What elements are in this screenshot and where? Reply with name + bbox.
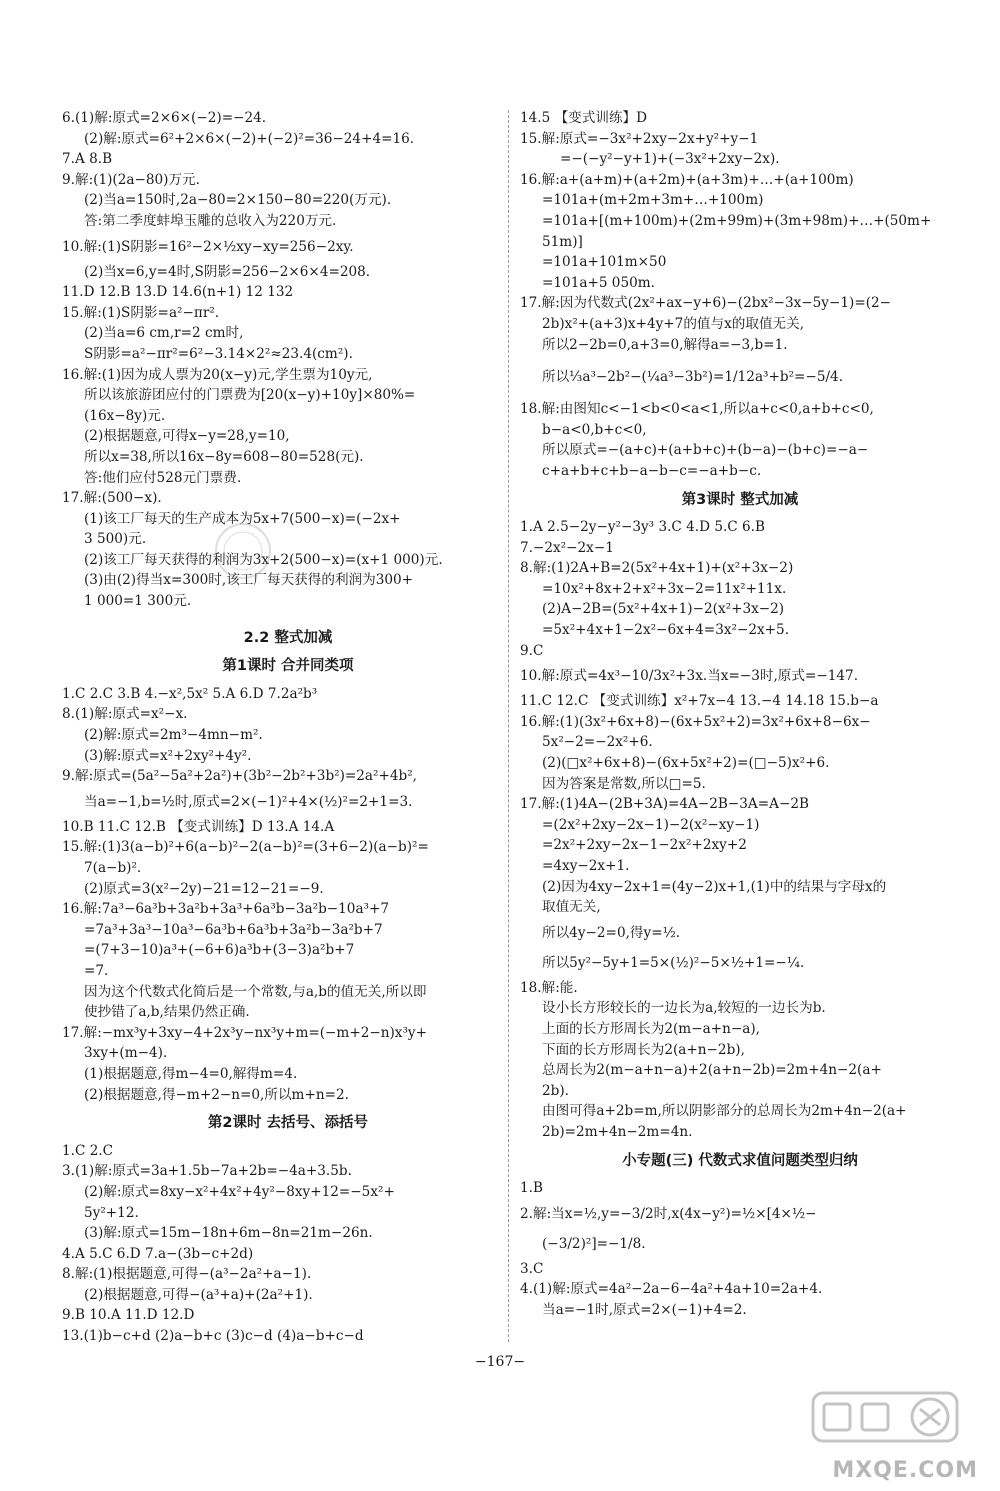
answer-line: 9.C [520, 642, 544, 659]
answer-line: 14.5 【变式训练】D [520, 110, 648, 126]
answer-line: 16.解:(1)(3x²+6x+8)−(6x+5x²+2)=3x²+6x+8−6x− [520, 713, 871, 730]
answer-line: 所以4y−2=0,得y=½. [542, 924, 681, 941]
answer-line: 1.C 2.C [62, 1142, 114, 1159]
answer-line: 3xy+(m−4). [84, 1045, 168, 1062]
answer-line: 由图可得a+2b=m,所以阴影部分的总周长为2m+4n−2(a+ [542, 1103, 907, 1120]
answer-line: (1)该工厂每天的生产成本为5x+7(500−x)=(−2x+ [84, 510, 401, 527]
answer-line: =(7+3−10)a³+(−6+6)a³b+(3−3)a²b+7 [84, 942, 355, 959]
answer-line: 16.解:7a³−6a³b+3a²b+3a³+6a³b−3a²b−10a³+7 [62, 901, 390, 918]
answer-line: (2)当a=150时,2a−80=2×150−80=220(万元). [84, 192, 392, 209]
answer-line: (1)根据题意,得m−4=0,解得m=4. [84, 1065, 298, 1082]
answer-line: 11.C 12.C 【变式训练】x²+7x−4 13.−4 14.18 15.b−a [520, 693, 879, 710]
answer-line: 17.解:(1)4A−(2B+3A)=4A−2B−3A=A−2B [520, 796, 809, 813]
answer-line: 上面的长方形周长为2(m−a+n−a), [542, 1020, 760, 1037]
answer-line: 4.(1)解:原式=4a²−2a−6−4a²+4a+10=2a+4. [520, 1281, 823, 1298]
answer-line: 17.解:−mx³y+3xy−4+2x³y−nx³y+m=(−m+2−n)x³y+ [62, 1024, 427, 1041]
answer-line: 15.解:(1)S阴影=a²−πr². [62, 304, 220, 321]
answer-line: 10.解:(1)S阴影=16²−2×½xy−xy=256−2xy. [62, 238, 354, 255]
answer-line: 10.解:原式=4x³−10/3x²+3x.当x=−3时,原式=−147. [520, 668, 859, 685]
section-heading: 第2课时 去括号、添括号 [207, 1115, 369, 1132]
answer-line: 9.B 10.A 11.D 12.D [62, 1307, 195, 1324]
section-heading: 2.2 整式加减 [243, 629, 333, 646]
answer-line: 答:他们应付528元门票费. [84, 469, 242, 486]
answer-line: 1 000=1 300元. [84, 593, 192, 610]
answer-line: 18.解:能. [520, 979, 578, 996]
answer-line: 所以x=38,所以16x−8y=608−80=528(元). [84, 448, 364, 465]
answer-line: 7.A 8.B [62, 151, 113, 168]
answer-line: (2)当a=6 cm,r=2 cm时, [84, 325, 244, 342]
watermark-seal-logo [810, 1389, 960, 1445]
answer-line: (−3/2)²]=−1/8. [542, 1235, 646, 1252]
answer-line: (2)A−2B=(5x²+4x+1)−2(x²+3x−2) [542, 601, 785, 618]
answer-line: 13.(1)b−c+d (2)a−b+c (3)c−d (4)a−b+c−d [62, 1328, 364, 1345]
right-column [520, 108, 960, 1321]
answer-line: 9.解:(1)(2a−80)万元. [62, 171, 200, 188]
answer-line: 设小长方形较长的一边长为a,较短的一边长为b. [542, 1000, 826, 1017]
answer-line: 所以该旅游团应付的门票费为[20(x−y)+10y]×80%= [84, 387, 416, 404]
answer-line: 3.(1)解:原式=3a+1.5b−7a+2b=−4a+3.5b. [62, 1163, 352, 1180]
answer-line: 16.解:a+(a+m)+(a+2m)+(a+3m)+…+(a+100m) [520, 171, 854, 188]
answer-line: 下面的长方形周长为2(a+n−2b), [542, 1041, 745, 1058]
answer-line: 5x²−2=−2x²+6. [542, 734, 653, 751]
left-column [62, 108, 514, 1347]
answer-line: (2)根据题意,可得x−y=28,y=10, [84, 428, 290, 445]
answer-line: (3)解:原式=15m−18n+6m−8n=21m−26n. [84, 1225, 373, 1242]
answer-line: (2)根据题意,得−m+2−n=0,所以m+n=2. [84, 1086, 349, 1103]
answer-line: 11.D 12.B 13.D 14.6(n+1) 12 132 [62, 284, 294, 301]
answer-line: c+a+b+c+b−a−b−c=−a+b−c. [542, 462, 762, 479]
answer-line: 1.A 2.5−2y−y²−3y³ 3.C 4.D 5.C 6.B [520, 519, 765, 536]
answer-line: =2x²+2xy−2x−1−2x²+2xy+2 [542, 837, 747, 854]
answer-line: b−a<0,b+c<0, [542, 421, 647, 438]
answer-line: 8.(1)解:原式=x²−x. [62, 706, 188, 723]
answer-line: 1.B [520, 1180, 543, 1197]
spacer [62, 612, 514, 620]
answer-line: 当a=−1,b=½时,原式=2×(−1)²+4×(½)²=2+1=3. [84, 793, 413, 810]
answer-line: 10.B 11.C 12.B 【变式训练】D 13.A 14.A [62, 818, 335, 835]
answer-line: (2)当x=6,y=4时,S阴影=256−2×6×4=208. [84, 263, 371, 280]
answer-line: =101a+[(m+100m)+(2m+99m)+(3m+98m)+…+(50m+ [542, 212, 932, 229]
answer-line: 7.−2x²−2x−1 [520, 539, 614, 556]
answer-line: =4xy−2x+1. [542, 858, 630, 874]
answer-line: 2b)x²+(a+3)x+4y+7的值与x的取值无关, [542, 315, 805, 332]
answer-line: (2)根据题意,可得−(a³+a)+(2a²+1). [84, 1286, 313, 1303]
watermark-site-text: MXQE.COM [832, 1458, 978, 1483]
answer-line: (2)(□x²+6x+8)−(6x+5x²+2)=(□−5)x²+6. [542, 755, 830, 772]
answer-line: 3.C [520, 1260, 544, 1277]
answer-line: =(2x²+2xy−2x−1)−2(x²−xy−1) [542, 816, 760, 833]
answer-line: 因为答案是常数,所以□=5. [542, 775, 706, 792]
answer-line: 所以2−2b=0,a+3=0,解得a=−3,b=1. [542, 336, 788, 353]
section-heading: 第1课时 合并同类项 [222, 658, 354, 675]
answer-line: (3)由(2)得当x=300时,该工厂每天获得的利润为300+ [84, 572, 414, 589]
answer-line: 16.解:(1)因为成人票为20(x−y)元,学生票为10y元, [62, 366, 373, 383]
answer-line: =7. [84, 962, 109, 979]
answer-line: 51m)] [542, 233, 583, 250]
answer-line: 当a=−1时,原式=2×(−1)+4=2. [542, 1301, 747, 1318]
answer-line: (2)因为4xy−2x+1=(4y−2)x+1,(1)中的结果与字母x的 [542, 878, 887, 895]
section-heading: 第3课时 整式加减 [681, 491, 799, 508]
answer-line: 答:第二季度蚌埠玉雕的总收入为220万元. [84, 212, 337, 229]
faint-stamp [212, 520, 274, 582]
answer-line: (16x−8y)元. [84, 407, 166, 424]
answer-line: =10x²+8x+2+x²+3x−2=11x²+11x. [542, 580, 787, 597]
answer-line: (2)解:原式=6²+2×6×(−2)+(−2)²=36−24+4=16. [84, 130, 415, 147]
answer-line: 3 500)元. [84, 531, 147, 548]
section-heading: 小专题(三) 代数式求值问题类型归纳 [622, 1152, 858, 1169]
answer-line: (2)原式=3(x²−2y)−21=12−21=−9. [84, 880, 324, 897]
answer-line: 1.C 2.C 3.B 4.−x²,5x² 5.A 6.D 7.2a²b³ [62, 685, 318, 702]
answer-line: 取值无关, [542, 899, 601, 916]
page-number: −167− [474, 1354, 526, 1370]
answer-line: S阴影=a²−πr²=6²−3.14×2²≈23.4(cm²). [84, 345, 353, 362]
answer-line: 2b). [542, 1082, 569, 1099]
answer-line: 8.解:(1)2A+B=2(5x²+4x+1)+(x²+3x−2) [520, 560, 794, 577]
answer-line: 6.(1)解:原式=2×6×(−2)=−24. [62, 110, 267, 126]
answer-line: 总周长为2(m−a+n−a)+2(a+n−2b)=2m+4n−2(a+ [542, 1062, 882, 1079]
answer-line: =101a+(m+2m+3m+…+100m) [542, 192, 764, 209]
answer-line: 18.解:由图知c<−1<b<0<a<1,所以a+c<0,a+b+c<0, [520, 401, 874, 418]
answer-line: (2)解:原式=8xy−x²+4x²+4y²−8xy+12=−5x²+ [84, 1183, 395, 1200]
answer-line: (2)解:原式=2m³−4mn−m². [84, 727, 263, 744]
answer-line: 2b)=2m+4n−2m=4n. [542, 1123, 693, 1140]
site-watermark [778, 1387, 978, 1483]
answer-line: 15.解:(1)3(a−b)²+6(a−b)²−2(a−b)²=(3+6−2)(a−b)²= [62, 839, 429, 856]
answer-line: 5y²+12. [84, 1204, 139, 1221]
answer-line: 7(a−b)². [84, 860, 142, 876]
answer-line: =−(−y²−y+1)+(−3x²+2xy−2x). [560, 151, 780, 168]
answer-line: =101a+5 050m. [542, 274, 655, 291]
answer-line: 因为这个代数式化简后是一个常数,与a,b的值无关,所以即 [84, 983, 427, 1000]
answer-line: 9.解:原式=(5a²−5a²+2a²)+(3b²−2b²+3b²)=2a²+4b², [62, 768, 417, 785]
answer-line: 所以原式=−(a+c)+(a+b+c)+(b−a)−(b+c)=−a− [542, 442, 869, 459]
answer-line: =101a+101m×50 [542, 254, 667, 271]
answer-line: 15.解:原式=−3x²+2xy−2x+y²+y−1 [520, 130, 759, 147]
answer-line: =7a³+3a³−10a³−6a³b+6a³b+3a²b−3a²b+7 [84, 921, 383, 938]
answer-line: 所以5y²−5y+1=5×(½)²−5×½+1=−¼. [542, 954, 805, 971]
answer-line: (3)解:原式=x²+2xy²+4y². [84, 747, 252, 764]
answer-line: 17.解:(500−x). [62, 490, 162, 507]
answer-line: 所以⅓a³−2b²−(¼a³−3b²)=1/12a³+b²=−5/4. [542, 369, 844, 386]
answer-line: =5x²+4x+1−2x²−6x+4=3x²−2x+5. [542, 622, 790, 639]
answer-line: (2)该工厂每天获得的利润为3x+2(500−x)=(x+1 000)元. [84, 551, 443, 568]
answer-line: 17.解:因为代数式(2x²+ax−y+6)−(2bx²−3x−5y−1)=(2− [520, 295, 892, 312]
answer-line: 8.解:(1)根据题意,可得−(a³−2a²+a−1). [62, 1266, 312, 1283]
answer-line: 2.解:当x=½,y=−3/2时,x(4x−y²)=½×[4×½− [520, 1205, 817, 1222]
answer-line: 4.A 5.C 6.D 7.a−(3b−c+2d) [62, 1245, 254, 1262]
column-divider [508, 110, 509, 1342]
answer-line: 使抄错了a,b,结果仍然正确. [84, 1004, 250, 1021]
